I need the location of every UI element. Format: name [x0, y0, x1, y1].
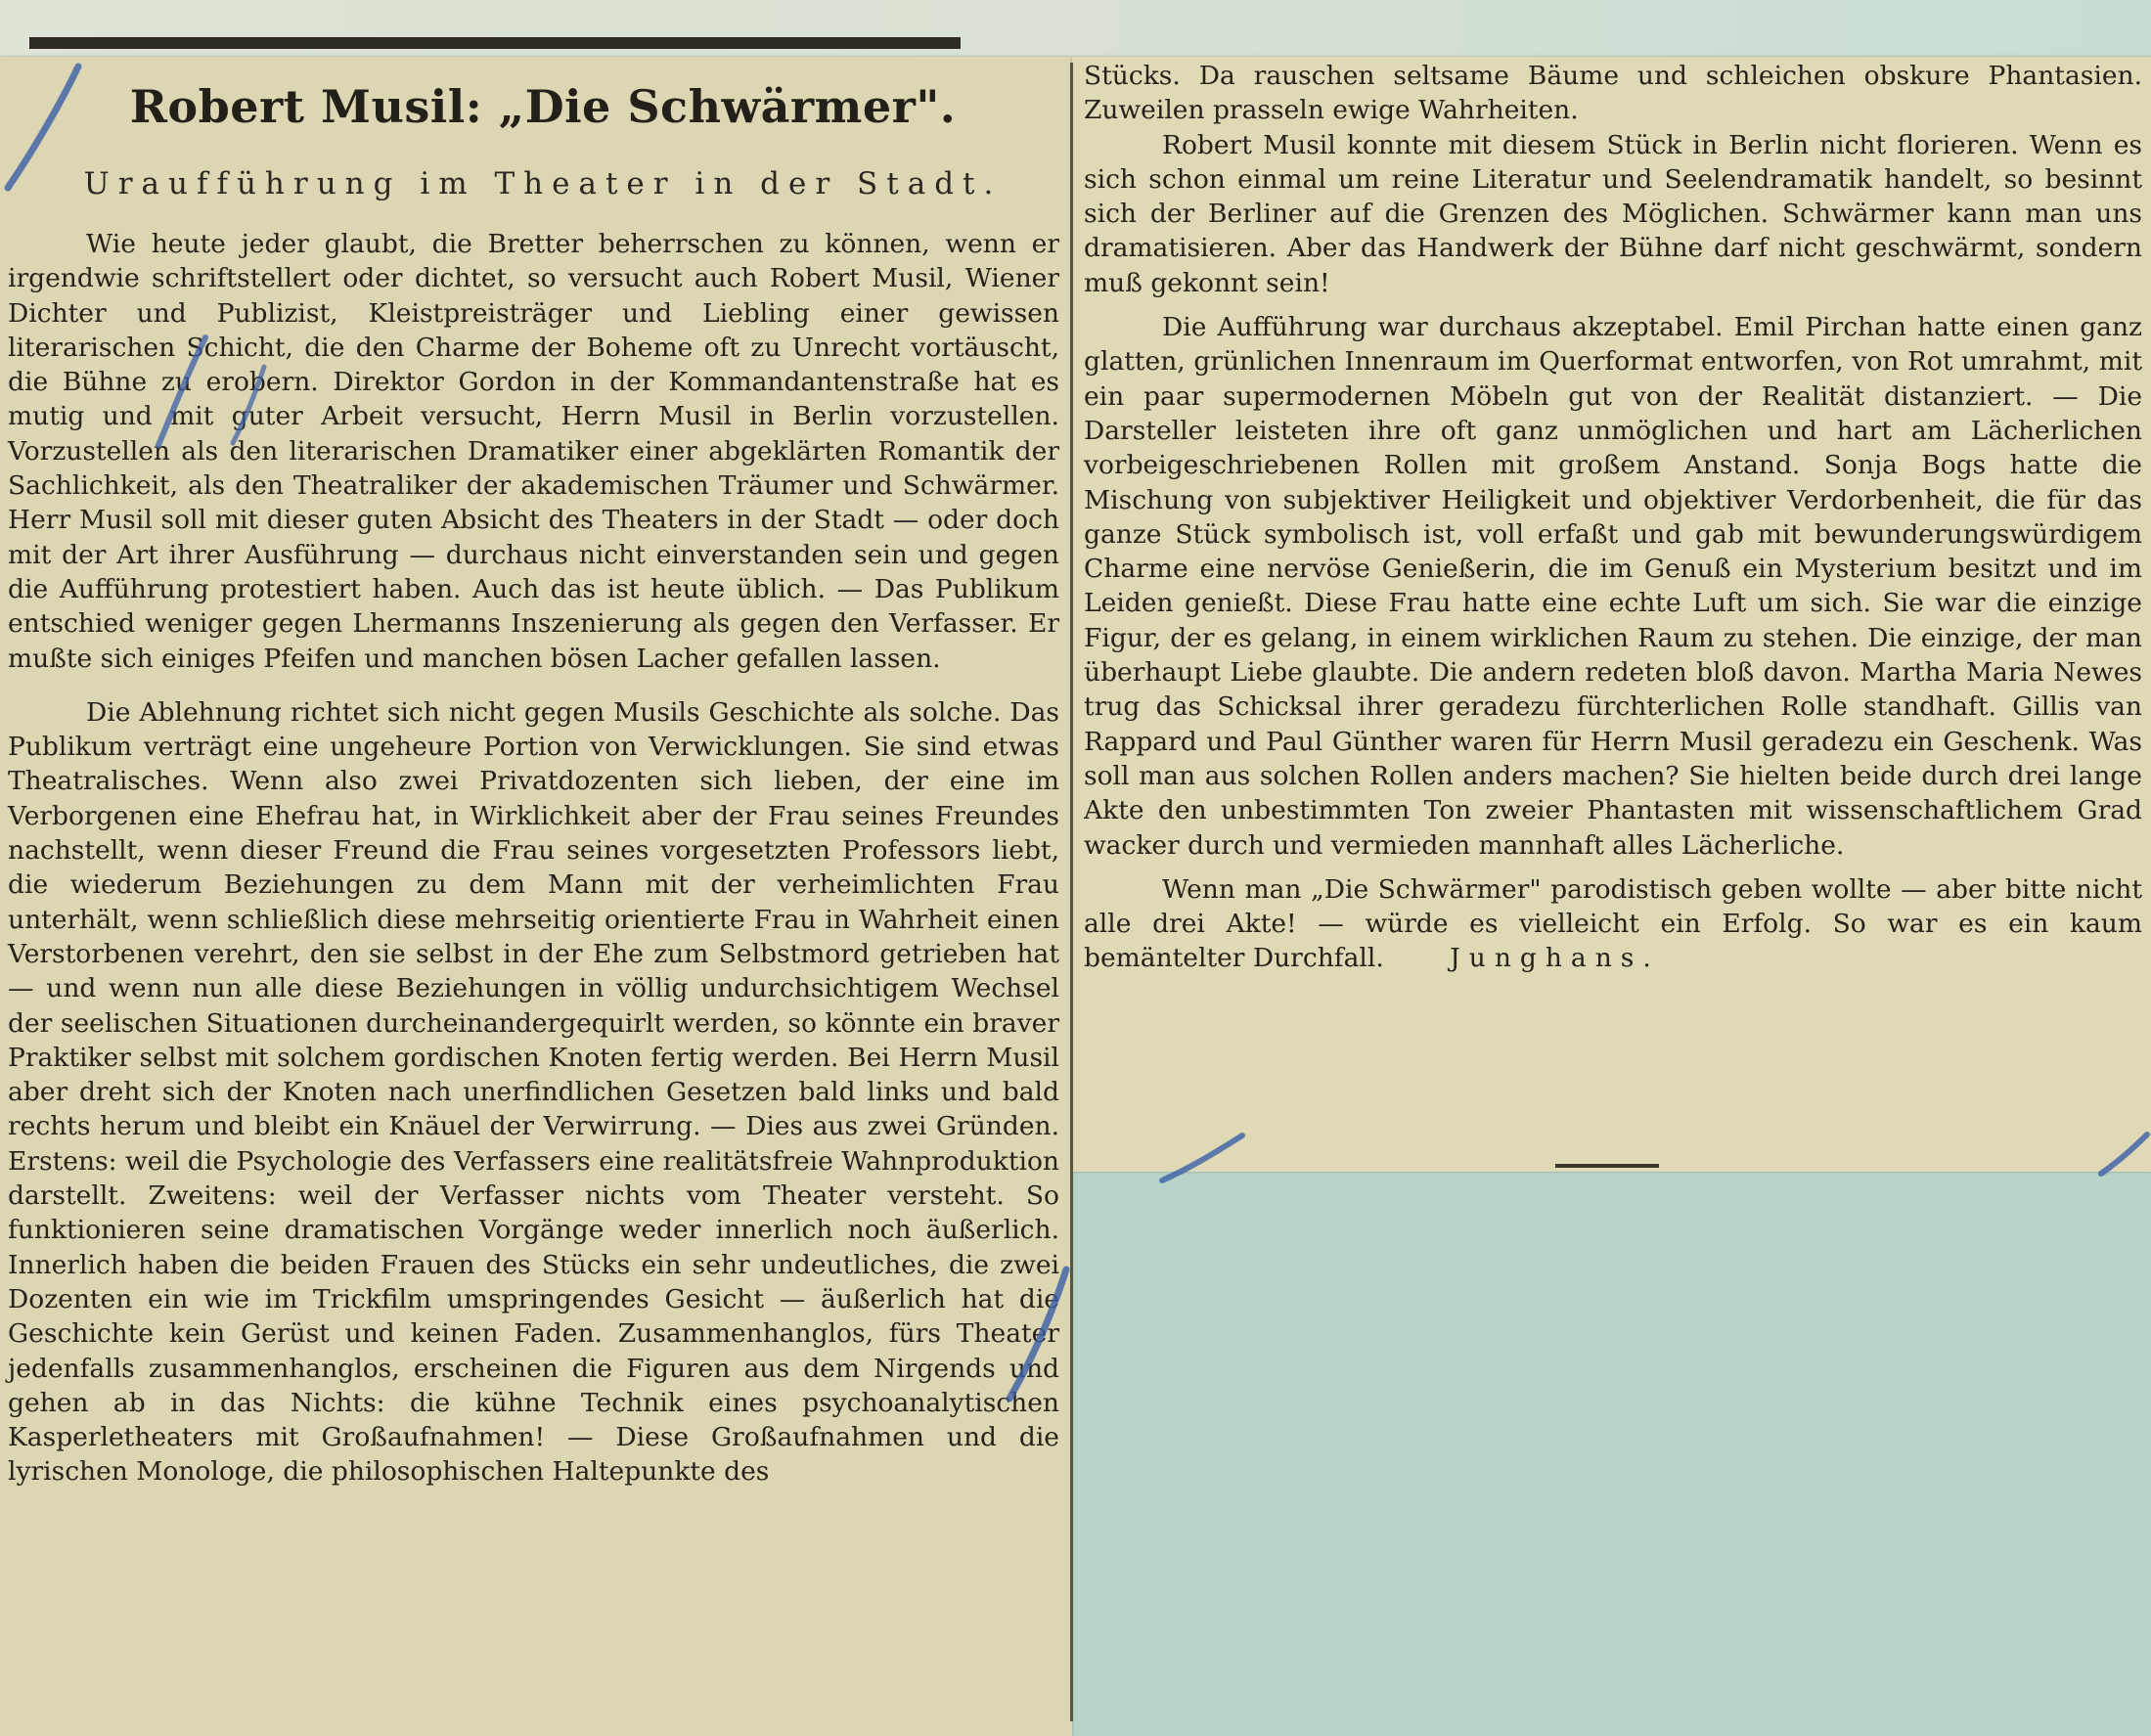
column-rule — [1070, 63, 1073, 1721]
end-rule — [1555, 1164, 1659, 1168]
article-title: Robert Musil: „Die Schwärmer". — [129, 80, 957, 133]
left-text-column — [8, 227, 1059, 1490]
top-rule — [29, 37, 961, 49]
right-text-column — [1084, 59, 2142, 976]
article-subtitle: Uraufführung im Theater in der Stadt. — [83, 166, 1003, 201]
paragraph: Die Ablehnung richtet sich nicht gegen Musils Geschichte als solche. Das Publikum verträgt eine ungeheure Portion von Verwicklungen. Sie sind etwas Theatralisches. Wenn also zwei Privatdozenten sich lieben, der eine im Verborgenen eine Ehefrau hat, in Wirklichkeit aber der Frau seines Freundes nachstellt, wenn dieser Freund die Frau seines vorgesetzten Professors liebt, die wiederum Beziehungen zu dem Mann mit der verheimlichten Frau unterhält, wenn schließlich diese mehrseitig orientierte Frau in Wahrheit einen Verstorbenen verehrt, den sie selbst in der Ehe zum Selbstmord getrieben hat — und wenn nun alle diese Beziehungen in völlig undurchsichtigem Wechsel der seelischen Situationen durcheinandergequirlt werden, so könnte ein braver Praktiker selbst mit solchem gordischen Knoten fertig werden. Bei Herrn Musil aber dreht sich der Knoten nach unerfindlichen Gesetzen bald links und bald rechts herum und bleibt ein Knäuel der Verwirrung. — Dies aus zwei Gründen. Erstens: weil die Psychologie des Verfassers eine realitätsfreie Wahnproduktion darstellt. Zweitens: weil der Verfasser nichts vom Theater versteht. So funktionieren seine dramatischen Vorgänge weder innerlich noch äußerlich. Innerlich haben die beiden Frauen des Stücks ein sehr undeutliches, die zwei Dozenten ein wie im Trickfilm umspringendes Gesicht — äußerlich hat die Geschichte kein Gerüst und keinen Faden. Zusammenhanglos, fürs Theater jedenfalls zusammenhanglos, erscheinen die Figuren aus dem Nirgends und gehen ab in das Nichts: die kühne Technik eines psychoanalytischen Kasperletheaters mit Großaufnahmen! — Diese Großaufnahmen und die lyrischen Monologe, die philosophischen Haltepunkte des — [8, 696, 1059, 1488]
author-signature: Junghans. — [1450, 943, 1660, 974]
paragraph — [1084, 872, 2142, 976]
paragraph: Robert Musil konnte mit diesem Stück in Berlin nicht florieren. Wenn es sich schon einmal um reine Literatur und Seelendramatik handelt, so besinnt sich der Berliner auf die Grenzen des Möglichen. Schwärmer kann man uns dramatisieren. Aber das Handwerk der Bühne darf nicht geschwärmt, sondern muß gekonnt sein! — [1084, 129, 2142, 298]
closing-text: Wenn man „Die Schwärmer" parodistisch geben wollte — aber bitte nicht alle drei Akte! — würde es vielleicht ein Erfolg. So war es ein kaum bemäntelter Durchfall. — [1084, 873, 2142, 974]
paragraph: Wie heute jeder glaubt, die Bretter beherrschen zu können, wenn er irgendwie schriftstellert oder dichtet, so versucht auch Robert Musil, Wiener Dichter und Publizist, Kleistpreisträger und Liebling einer gewissen literarischen Schicht, die den Charme der Boheme oft zu Unrecht vortäuscht, die Bühne zu erobern. Direktor Gordon in der Kommandantenstraße hat es mutig und mit guter Arbeit versucht, Herrn Musil in Berlin vorzustellen. Vorzustellen als den literarischen Dramatiker einer abgeklärten Romantik der Sachlichkeit, als den Theatraliker der akademischen Träumer und Schwärmer. Herr Musil soll mit dieser guten Absicht des Theaters in der Stadt — oder doch mit der Art ihrer Ausführung — durchaus nicht einverstanden sein und gegen die Aufführung protestiert haben. Auch das ist heute üblich. — Das Publikum entschied weniger gegen Lhermanns Inszenierung als gegen den Verfasser. Er mußte sich einiges Pfeifen und manchen bösen Lacher gefallen lassen. — [8, 229, 1059, 674]
paragraph: Stücks. Da rauschen seltsame Bäume und schleichen obskure Phantasien. Zuweilen prasseln ewige Wahrheiten. — [1084, 61, 2142, 126]
paragraph: Die Aufführung war durchaus akzeptabel. Emil Pirchan hatte einen ganz glatten, grünlichen Innenraum im Querformat entworfen, von Rot umrahmt, mit ein paar supermodernen Möbeln gut von der Realität distanziert. — Die Darsteller leisteten ihre oft ganz unmöglichen und hart am Lächerlichen vorbeigeschriebenen Rollen mit großem Anstand. Sonja Bogs hatte die Mischung von subjektiver Heiligkeit und objektiver Verdorbenheit, die für das ganze Stück symbolisch ist, voll erfaßt und gab mit bewunderungswürdigem Charme eine nervöse Genießerin, die im Genuß ein Mysterium besitzt und im Leiden genießt. Diese Frau hatte eine echte Luft um sich. Sie war die einzige Figur, der es gelang, in einem wirklichen Raum zu stehen. Die einzige, der man überhaupt Liebe glaubte. Die andern redeten bloß davon. Martha Maria Newes trug das Schicksal ihrer geradezu fürchterlichen Rolle standhaft. Gillis van Rappard und Paul Günther waren für Herrn Musil geradezu ein Geschenk. Was soll man aus solchen Rollen anders machen? Sie hielten beide durch drei lange Akte den unbestimmten Ton zweier Phantasten mit wissenschaftlichem Grad wacker durch und vermieden mannhaft alles Lächerliche. — [1084, 312, 2142, 861]
